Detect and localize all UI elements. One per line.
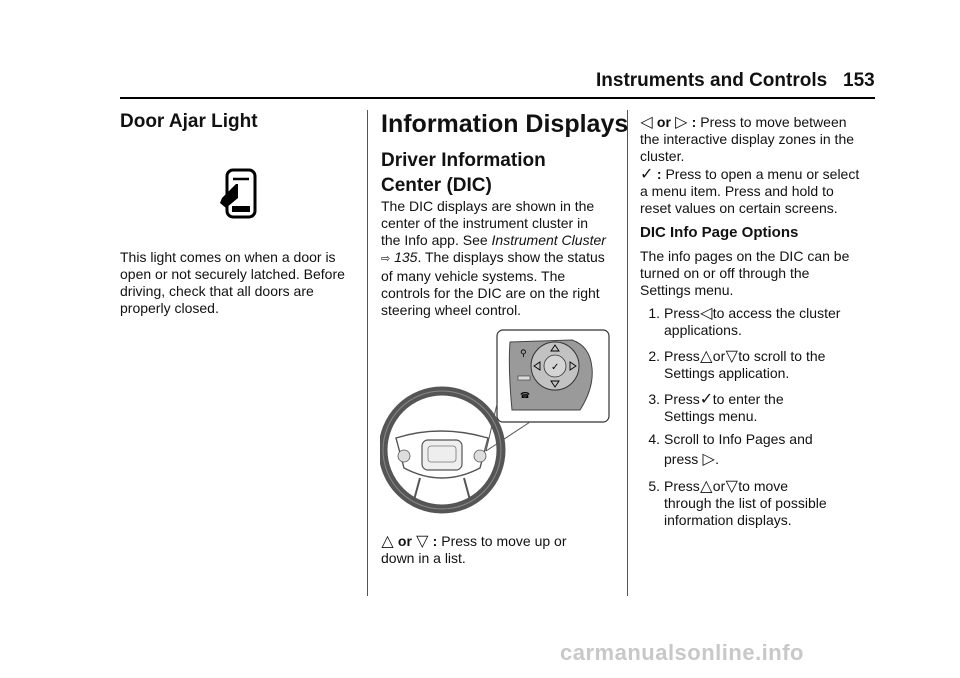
instrument-cluster-link[interactable]: Instrument Cluster [491,232,606,248]
down-arrow-icon: ▽ [416,533,429,550]
list-item: 2. Press△or▽to scroll to the Settings application. [648,348,826,381]
page-ref-number[interactable]: 135 [394,249,418,265]
page-header-title: Instruments and Controls [596,70,828,91]
column-divider-1 [367,110,368,596]
left-arrow-icon: ◁ [640,114,653,131]
up-arrow-icon: △ [381,533,394,550]
information-displays-heading: Information Displays [381,110,629,138]
dic-description: The DIC displays are shown in the center of the instrument cluster in the Info app. See Instrument Cluster ⇨ 135. The displays show the status of many vehicle systems. The controls for the DIC are on the right steering wheel control. [381,198,606,318]
up-arrow-icon: △ [700,348,713,365]
header-rule [120,97,875,99]
checkmark-icon: ✓ [699,391,714,408]
checkmark-icon: ✓ [640,166,654,183]
updown-description: △ or ▽ : Press to move up or down in a list. [381,533,567,566]
info-pages-description: The info pages on the DIC can be turned on or off through the Settings menu. [640,248,850,298]
column-divider-2 [627,110,628,596]
dic-subheading: Driver Information Center (DIC) [381,150,546,196]
select-description: ✓ : Press to open a menu or select a menu item. Press and hold to reset values on certain screens. [640,166,860,216]
list-item: 4. Scroll to Info Pages and press ▷. [648,431,813,468]
right-arrow-icon: ▷ [675,114,688,131]
door-ajar-description: This light comes on when a door is open or not securely latched. Before driving, check that all doors are properly closed. [120,249,345,316]
svg-text:✓: ✓ [551,362,560,373]
up-arrow-icon: △ [700,478,713,495]
steering-wheel-controls-figure [380,328,612,514]
watermark: carmanualsonline.info [560,640,804,665]
right-arrow-icon: ▷ [702,451,715,468]
list-item: 1. Press◁to access the cluster applications. [648,305,841,338]
page-number: 153 [843,70,875,91]
leftright-description: ◁ or ▷ : Press to move between the interactive display zones in the cluster. [640,114,855,164]
dic-info-page-options-heading: DIC Info Page Options [640,224,799,241]
page-ref-icon: ⇨ [381,253,391,265]
door-ajar-icon [218,168,258,220]
down-arrow-icon: ▽ [725,478,738,495]
list-item: 5. Press△or▽to move through the list of possible information displays. [648,478,827,528]
list-item: 3. Press✓to enter the Settings menu. [648,391,784,424]
door-ajar-heading: Door Ajar Light [120,111,258,132]
svg-text:⚲: ⚲ [520,349,527,359]
svg-text:☎: ☎ [520,391,530,400]
left-arrow-icon: ◁ [700,305,713,322]
down-arrow-icon: ▽ [725,348,738,365]
